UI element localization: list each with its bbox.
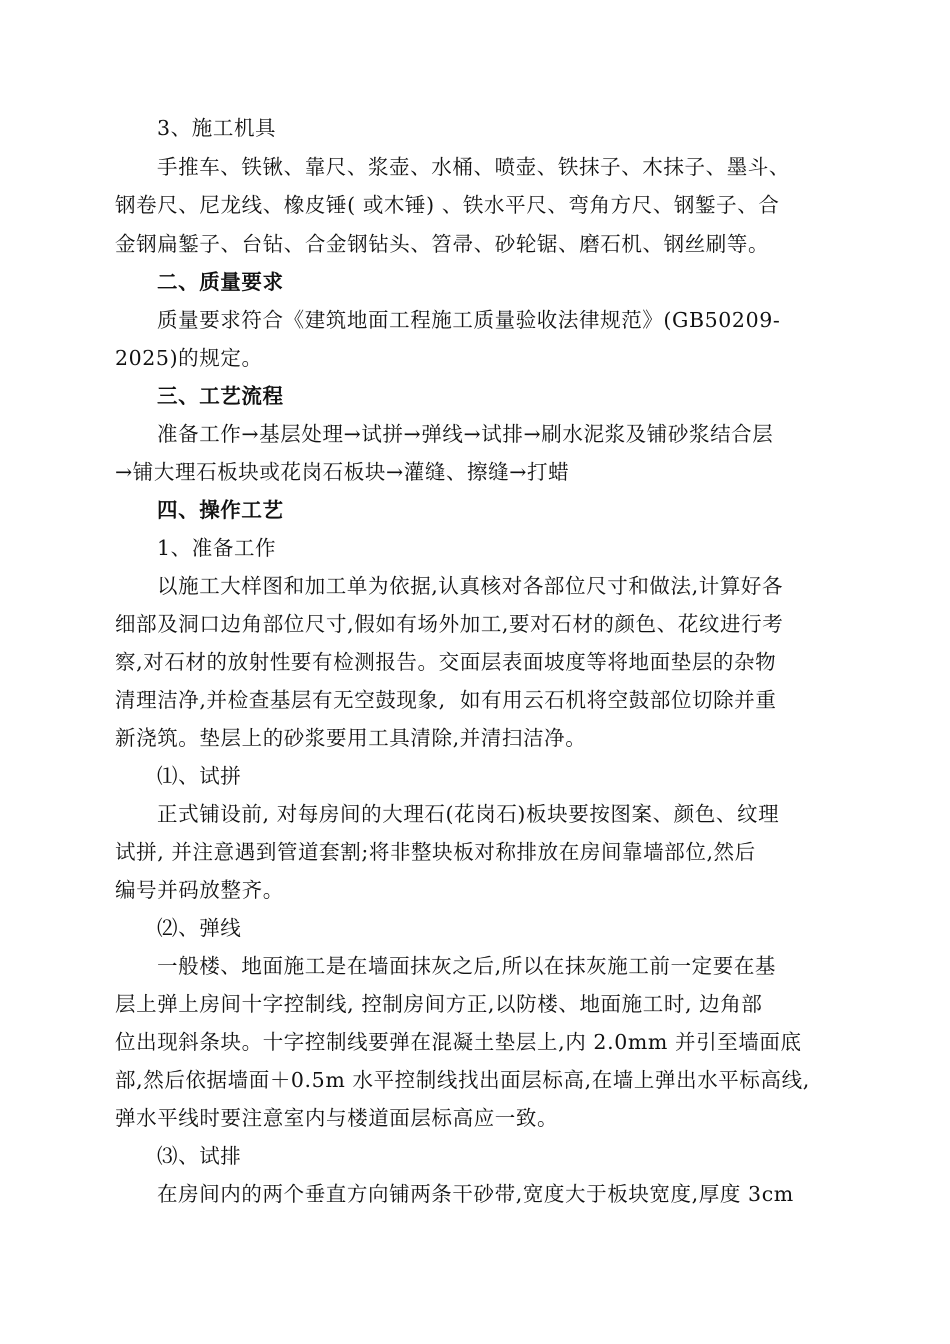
paragraph-line: 清理洁净,并检查基层有无空鼓现象, 如有用云石机将空鼓部位切除并重 — [115, 688, 777, 712]
paragraph-line: →铺大理石板块或花岗石板块→灌缝、擦缝→打蜡 — [115, 460, 570, 484]
paragraph-line: 编号并码放整齐。 — [115, 878, 284, 902]
paragraph-line: 察,对石材的放射性要有检测报告。交面层表面坡度等将地面垫层的杂物 — [115, 650, 777, 674]
paragraph-line: 钢卷尺、尼龙线、橡皮锤( 或木锤) 、铁水平尺、弯角方尺、钢錾子、合 — [115, 193, 780, 217]
paragraph-line: 在房间内的两个垂直方向铺两条干砂带,宽度大于板块宽度,厚度 3cm — [157, 1182, 794, 1206]
paragraph-line: 细部及洞口边角部位尺寸,假如有场外加工,要对石材的颜色、花纹进行考 — [115, 612, 784, 636]
subsection-heading-snap-line: ⑵、弹线 — [157, 916, 242, 940]
section-heading-process: 三、工艺流程 — [157, 384, 284, 408]
paragraph-line: 一般楼、地面施工是在墙面抹灰之后,所以在抹灰施工前一定要在基 — [157, 954, 777, 978]
paragraph-line: 试拼, 并注意遇到管道套割;将非整块板对称排放在房间靠墙部位,然后 — [115, 840, 756, 864]
paragraph-line: 新浇筑。垫层上的砂浆要用工具清除,并清扫洁净。 — [115, 726, 587, 750]
paragraph-line: 位出现斜条块。十字控制线要弹在混凝土垫层上,内 2.0mm 并引至墙面底 — [115, 1030, 802, 1054]
paragraph-line: 部,然后依据墙面＋0.5m 水平控制线找出面层标高,在墙上弹出水平标高线, — [115, 1068, 810, 1092]
paragraph-line: 准备工作→基层处理→试拼→弹线→试排→刷水泥浆及铺砂浆结合层 — [157, 422, 774, 446]
paragraph-line: 正式铺设前, 对每房间的大理石(花岗石)板块要按图案、颜色、纹理 — [157, 802, 780, 826]
section-heading-tools: 3、施工机具 — [157, 116, 277, 140]
section-heading-operation: 四、操作工艺 — [157, 498, 284, 522]
paragraph-line: 手推车、铁锹、靠尺、浆壶、水桶、喷壶、铁抹子、木抹子、墨斗、 — [157, 155, 790, 179]
paragraph-line: 以施工大样图和加工单为依据,认真核对各部位尺寸和做法,计算好各 — [157, 574, 784, 598]
paragraph-line: 金钢扁錾子、台钻、合金钢钻头、笤帚、砂轮锯、磨石机、钢丝刷等。 — [115, 232, 770, 256]
subsection-heading-trial-layout: ⑶、试排 — [157, 1144, 242, 1168]
subsection-heading-preparation: 1、准备工作 — [157, 536, 277, 560]
subsection-heading-trial-fit: ⑴、试拼 — [157, 764, 242, 788]
paragraph-line: 弹水平线时要注意室内与楼道面层标高应一致。 — [115, 1106, 559, 1130]
paragraph-line: 层上弹上房间十字控制线, 控制房间方正,以防楼、地面施工时, 边角部 — [115, 992, 763, 1016]
paragraph-line: 2025)的规定。 — [115, 346, 263, 370]
section-heading-quality: 二、质量要求 — [157, 270, 284, 294]
paragraph-line: 质量要求符合《建筑地面工程施工质量验收法律规范》(GB50209- — [157, 308, 781, 332]
